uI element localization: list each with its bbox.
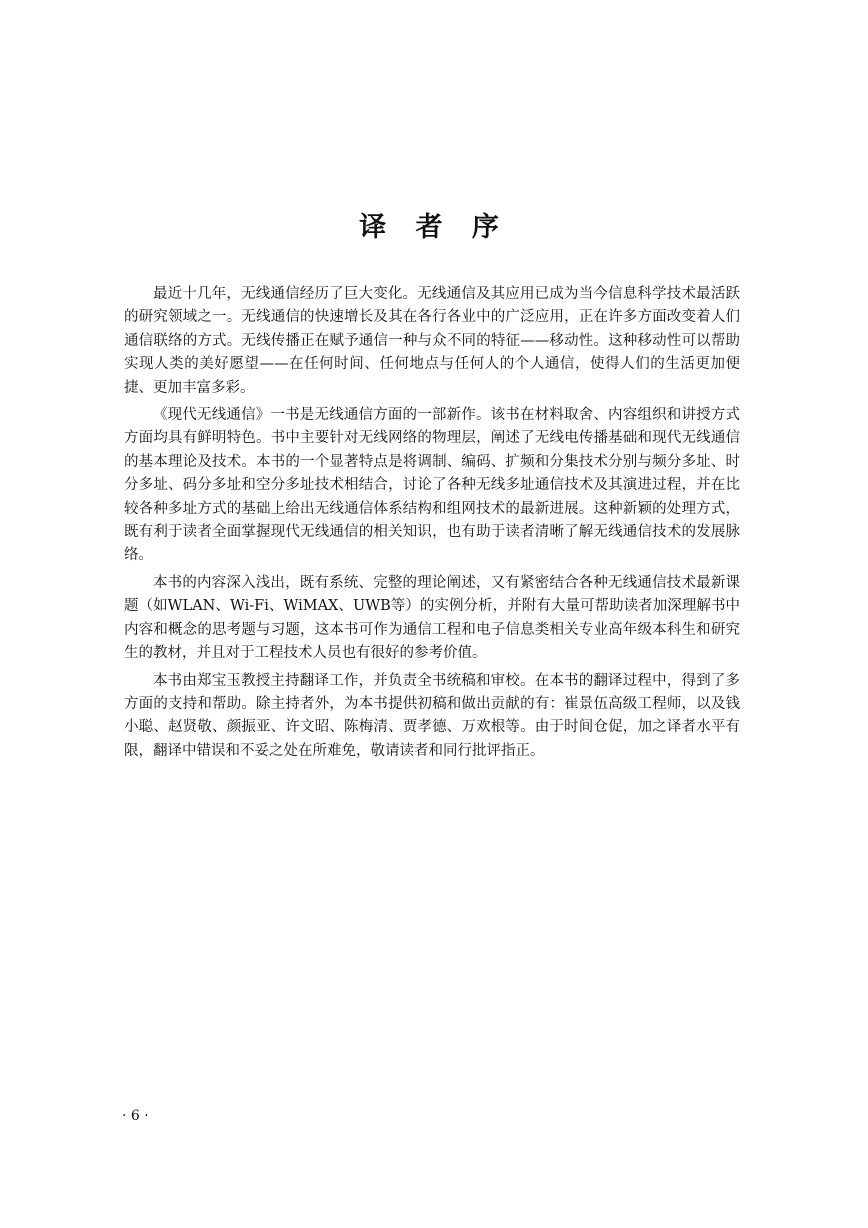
paragraph-4: 本书由郑宝玉教授主持翻译工作，并负责全书统稿和审校。在本书的翻译过程中，得到了多方面的支持和帮助。除主持者外，为本书提供初稿和做出贡献的有：崔景伍高级工程师，以及钱小聪、赵贤敬、颜振亚、许文昭、陈梅清、贾孝德、万欢根等。由于时间仓促，加之译者水平有限，翻译中错误和不妥之处在所难免，敬请读者和同行批评指正。 (124, 672, 740, 759)
page-number: · 6 · (122, 1108, 149, 1124)
page-title: 译 者 序 (359, 212, 509, 243)
paragraph-1: 最近十几年，无线通信经历了巨大变化。无线通信及其应用已成为当今信息科学技术最活跃的研究领域之一。无线通信的快速增长及其在各行各业中的广泛应用，正在许多方面改变着人们通信联络的方式。无线传播正在赋予通信一种与众不同的特征——移动性。这种移动性可以帮助实现人类的美好愿望——在任何时间、任何地点与任何人的个人通信，使得人们的生活更加便捷、更加丰富多彩。 (124, 286, 740, 396)
paragraph-2: 《现代无线通信》一书是无线通信方面的一部新作。该书在材料取舍、内容组织和讲授方式方面均具有鲜明特色。书中主要针对无线网络的物理层，阐述了无线电传播基础和现代无线通信的基本理论及技术。本书的一个显著特点是将调制、编码、扩频和分集技术分别与频分多址、时分多址、码分多址和空分多址技术相结合，讨论了各种无线多址通信技术及其演进过程，并在比较各种多址方式的基础上给出无线通信体系结构和组网技术的最新进展。这种新颖的处理方式，既有利于读者全面掌握现代无线通信的相关知识，也有助于读者清晰了解无线通信技术的发展脉络。 (124, 407, 740, 564)
paragraph-3: 本书的内容深入浅出，既有系统、完整的理论阐述，又有紧密结合各种无线通信技术最新课题（如WLAN、Wi-Fi、WiMAX、UWB等）的实例分析，并附有大量可帮助读者加深理解书中内容和概念的思考题与习题，这本书可作为通信工程和电子信息类相关专业高年级本科生和研究生的教材，并且对于工程技术人员也有很好的参考价值。 (124, 574, 740, 662)
preface-body (124, 283, 740, 767)
